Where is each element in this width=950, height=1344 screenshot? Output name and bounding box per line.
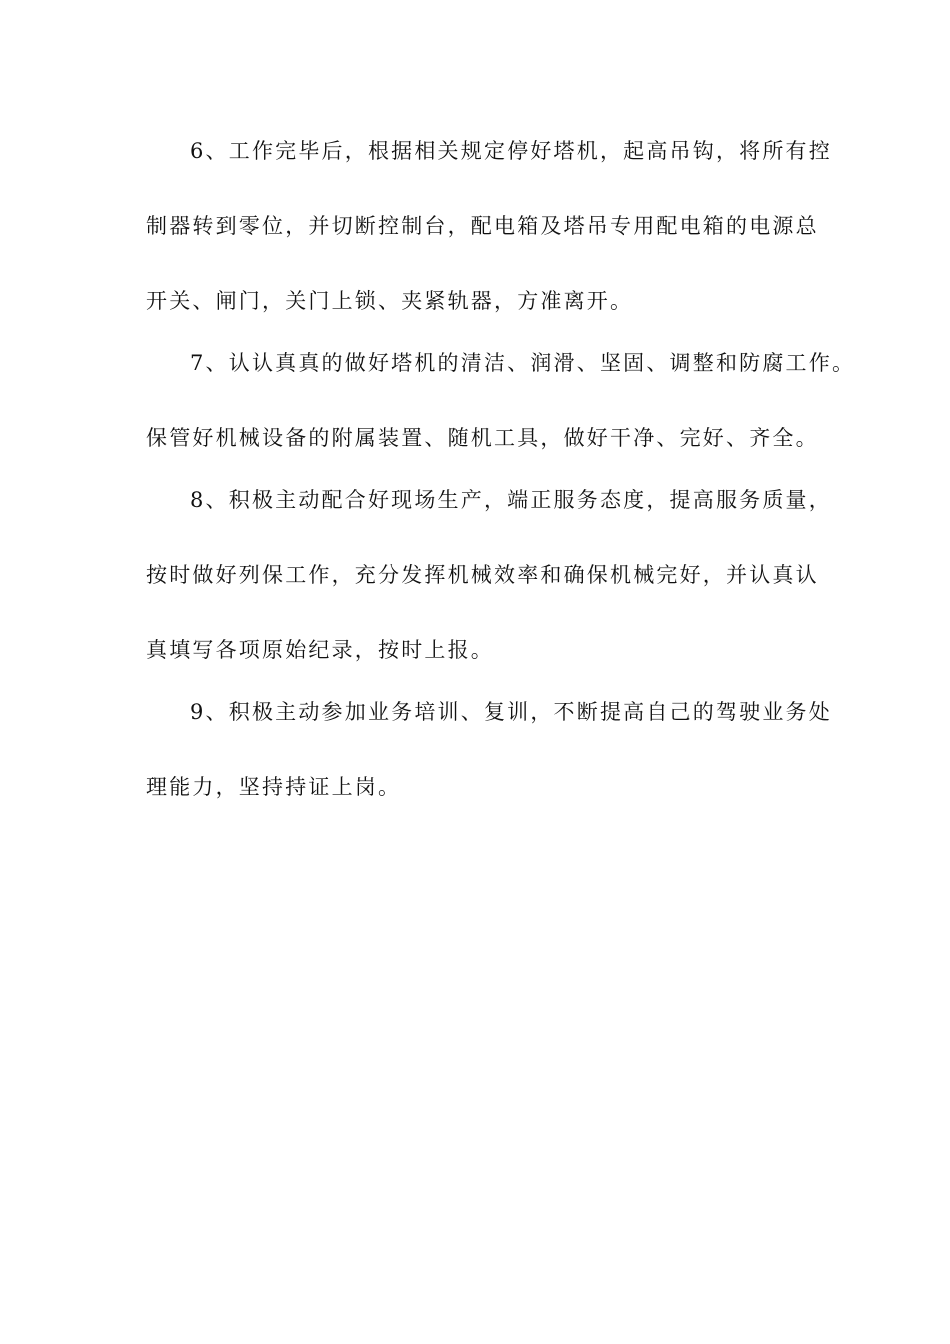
item-6-line-2: 制器转到零位，并切断控制台，配电箱及塔吊专用配电箱的电源总 (146, 214, 819, 238)
item-8-line-3: 真填写各项原始纪录，按时上报。 (146, 638, 494, 662)
item-8-line-2: 按时做好列保工作，充分发挥机械效率和确保机械完好，并认真认 (146, 563, 819, 587)
item-7-line-1: 7、认认真真的做好塔机的清洁、润滑、坚固、调整和防腐工作。 (190, 351, 856, 375)
item-6-line-3: 开关、闸门，关门上锁、夹紧轨器，方准离开。 (146, 289, 634, 313)
item-7-line-2: 保管好机械设备的附属装置、随机工具，做好干净、完好、齐全。 (146, 426, 819, 450)
item-9-line-1: 9、积极主动参加业务培训、复训，不断提高自己的驾驶业务处 (190, 700, 832, 724)
item-8-line-1: 8、积极主动配合好现场生产，端正服务态度，提高服务质量， (190, 488, 832, 512)
item-9-line-2: 理能力，坚持持证上岗。 (146, 775, 402, 799)
item-6-line-1: 6、工作完毕后，根据相关规定停好塔机，起高吊钩，将所有控 (190, 139, 832, 163)
